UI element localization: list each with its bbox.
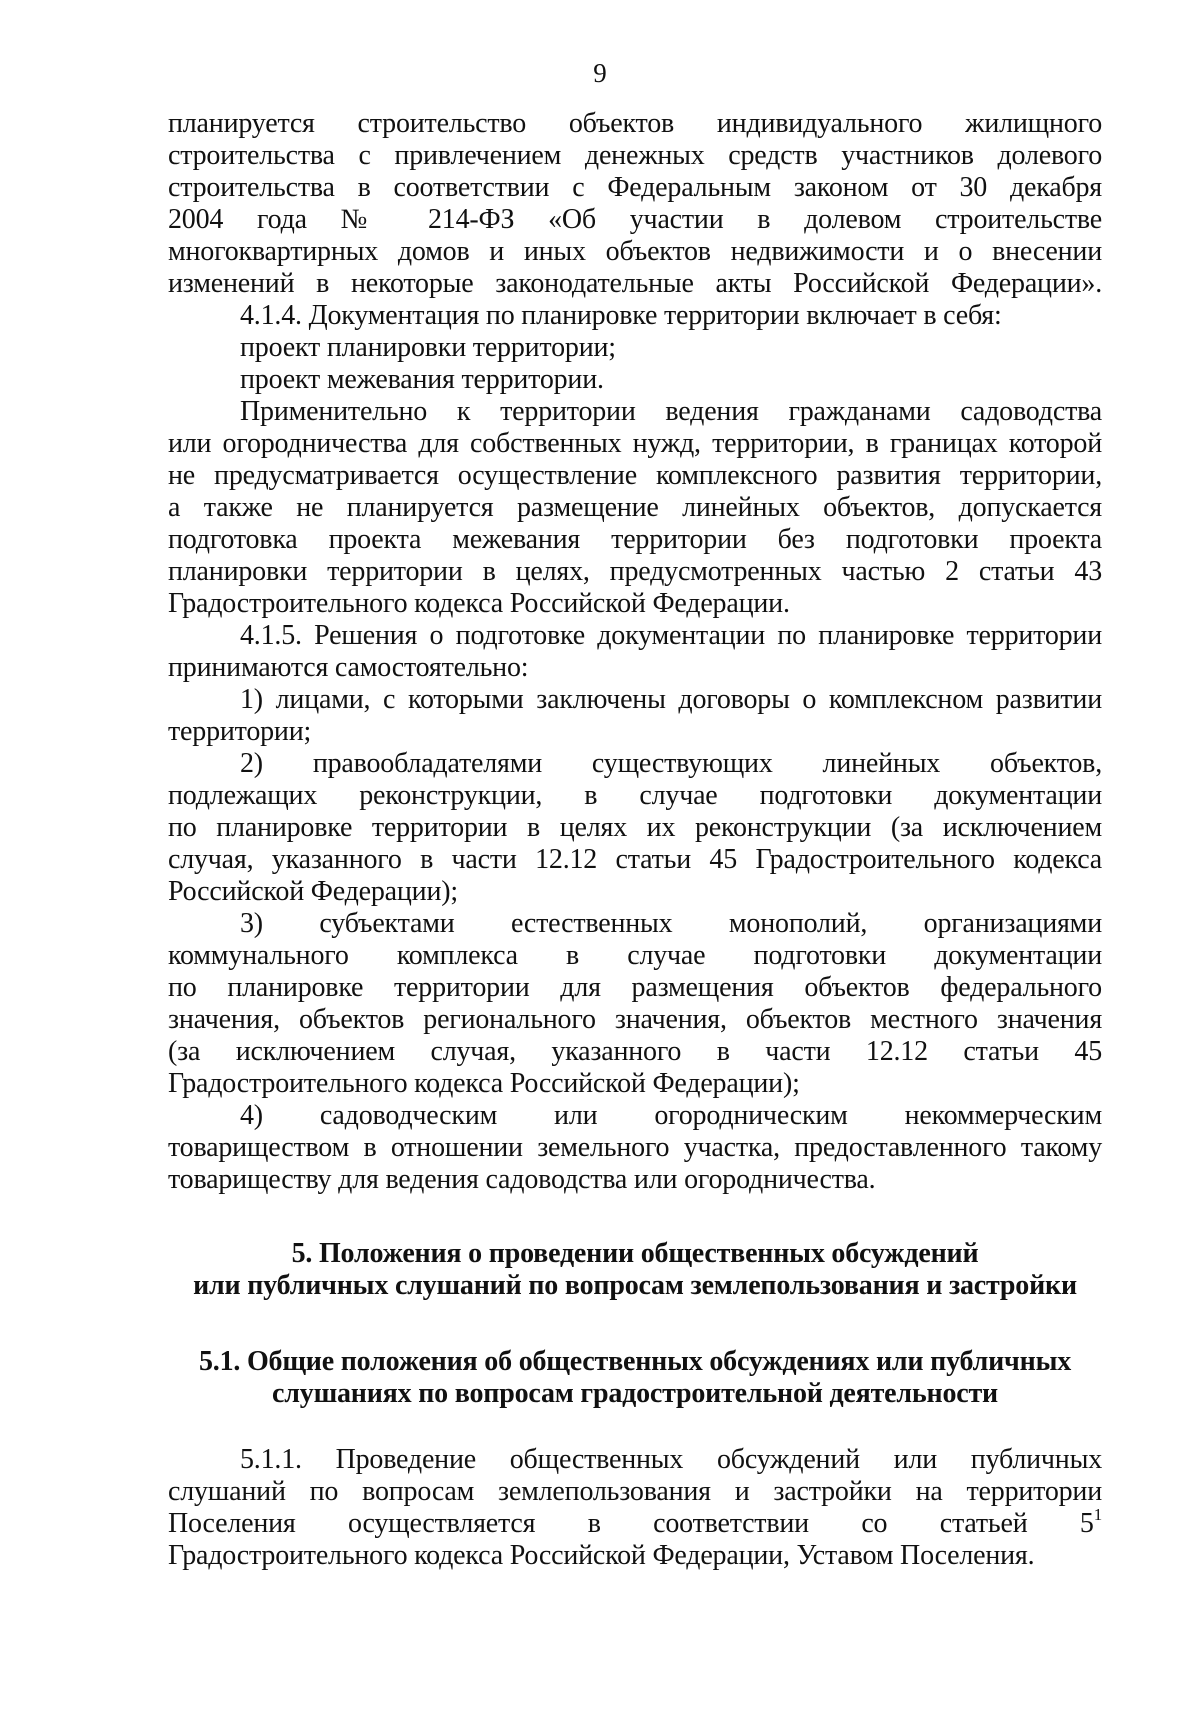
paragraph-5-1-1 [168, 1444, 1102, 1572]
heading-line: 5.1. Общие положения об общественных обсуждениях или публичных [198, 1346, 1072, 1377]
text-line: слушаний по вопросам землепользования и застройки на территории [168, 1476, 1102, 1507]
text-line: подлежащих реконструкции, в случае подготовки документации [168, 780, 1102, 811]
superscript: 1 [1093, 1505, 1102, 1524]
text-line: изменений в некоторые законодательные акты Российской Федерации». [168, 268, 1102, 299]
text-line-with-superscript [168, 1505, 1102, 1540]
text-line: случая, указанного в части 12.12 статьи 45 Градостроительного кодекса [168, 844, 1102, 875]
text-line: товариществу для ведения садоводства или огородничества. [168, 1164, 876, 1195]
page-number: 9 [593, 58, 607, 88]
text-line: Градостроительного кодекса Российской Федерации); [168, 1068, 800, 1099]
text-line: 2004 года № 214-ФЗ «Об участии в долевом строительстве [168, 204, 1102, 235]
text-line: 2) правообладателями существующих линейных объектов, [240, 748, 1102, 779]
text-line: Применительно к территории ведения гражданами садоводства [240, 396, 1102, 427]
text-line: коммунального комплекса в случае подготовки документации [168, 940, 1102, 971]
text-line: 4.1.4. Документация по планировке территории включает в себя: [240, 300, 1002, 331]
text-line: многоквартирных домов и иных объектов недвижимости и о внесении [168, 236, 1102, 267]
text-line: 4.1.5. Решения о подготовке документации по планировке территории [240, 620, 1102, 651]
text-line: 3) субъектами естественных монополий, организациями [240, 908, 1102, 939]
text-line: планируется строительство объектов индивидуального жилищного [168, 108, 1102, 139]
text-line: Градостроительного кодекса Российской Федерации. [168, 588, 790, 619]
text-line: проект межевания территории. [240, 364, 604, 395]
text-line: территории; [168, 716, 312, 747]
text-line: строительства в соответствии с Федеральным законом от 30 декабря [168, 172, 1102, 203]
text-line: Градостроительного кодекса Российской Федерации, Уставом Поселения. [168, 1540, 1035, 1571]
heading-line: 5. Положения о проведении общественных обсуждений [291, 1238, 979, 1269]
text-line: строительства с привлечением денежных средств участников долевого [168, 140, 1102, 171]
text-line: проект планировки территории; [240, 332, 616, 363]
text-line: а также не планируется размещение линейных объектов, допускается [168, 492, 1102, 523]
text-line: принимаются самостоятельно: [168, 652, 529, 683]
text-line: планировки территории в целях, предусмотренных частью 2 статьи 43 [168, 556, 1102, 587]
body-text-block [168, 108, 1102, 1196]
text-line: 5.1.1. Проведение общественных обсуждений или публичных [240, 1444, 1102, 1475]
text-line: или огородничества для собственных нужд, территории, в границах которой [168, 428, 1102, 459]
text-line: не предусматривается осуществление комплексного развития территории, [168, 460, 1102, 491]
text-span: Поселения осуществляется в соответствии со статьей 5 [168, 1508, 1094, 1539]
text-line: по планировке территории для размещения объектов федерального [168, 972, 1102, 1003]
heading-line: или публичных слушаний по вопросам землепользования и застройки [193, 1270, 1077, 1301]
text-line: Российской Федерации); [168, 876, 458, 907]
text-line: товариществом в отношении земельного участка, предоставленного такому [168, 1132, 1102, 1163]
section-5-1-heading [168, 1346, 1102, 1410]
section-5-heading [168, 1238, 1102, 1302]
heading-line: слушаниях по вопросам градостроительной деятельности [272, 1378, 998, 1409]
text-line: по планировке территории в целях их реконструкции (за исключением [168, 812, 1102, 843]
text-line: значения, объектов регионального значения, объектов местного значения [168, 1004, 1102, 1035]
text-line: подготовка проекта межевания территории без подготовки проекта [168, 524, 1102, 555]
text-line: (за исключением случая, указанного в части 12.12 статьи 45 [168, 1036, 1102, 1067]
text-line: 1) лицами, с которыми заключены договоры о комплексном развитии [240, 684, 1102, 715]
text-line: 4) садоводческим или огородническим некоммерческим [240, 1100, 1102, 1131]
